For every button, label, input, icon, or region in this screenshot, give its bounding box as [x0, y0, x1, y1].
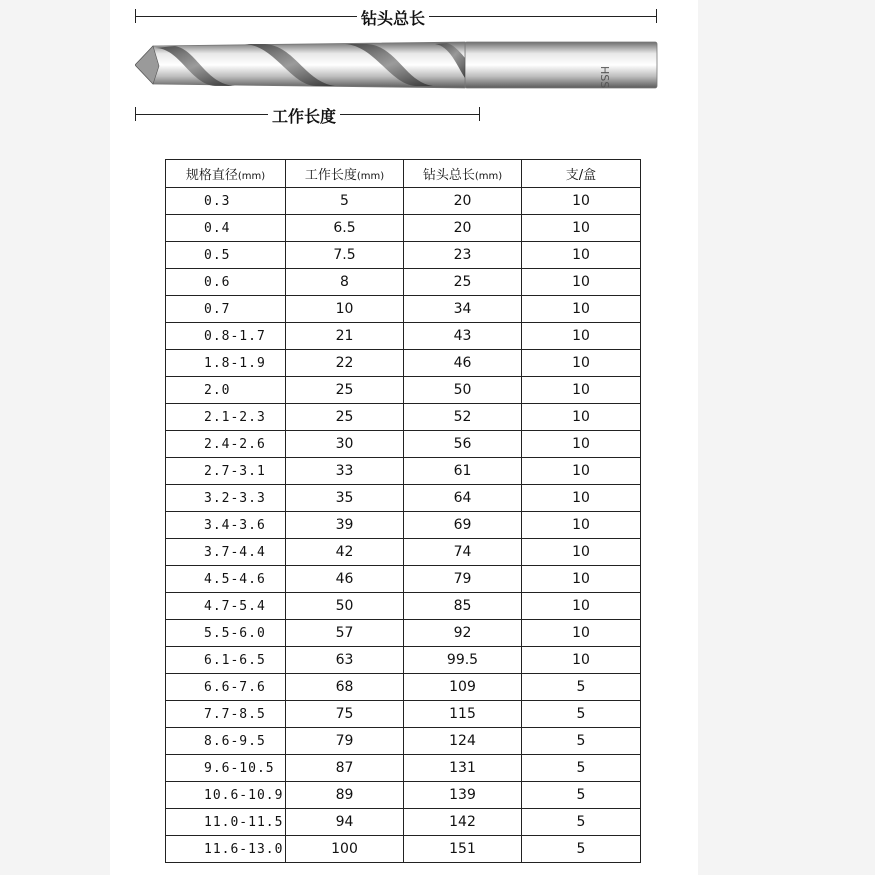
cell-pcs-per-box: 10 [522, 350, 641, 377]
cell-working-length: 6.5 [286, 215, 404, 242]
cell-diameter: 7.7-8.5 [166, 701, 286, 728]
cell-pcs-per-box: 10 [522, 647, 641, 674]
cell-total-length: 79 [404, 566, 522, 593]
cell-working-length: 30 [286, 431, 404, 458]
cell-total-length: 139 [404, 782, 522, 809]
cell-pcs-per-box: 10 [522, 404, 641, 431]
cell-total-length: 50 [404, 377, 522, 404]
table-row [166, 350, 641, 377]
cell-total-length: 34 [404, 296, 522, 323]
cell-pcs-per-box: 10 [522, 512, 641, 539]
table-row [166, 215, 641, 242]
cell-diameter: 0.3 [166, 188, 286, 215]
cell-pcs-per-box: 5 [522, 755, 641, 782]
cell-diameter: 2.0 [166, 377, 286, 404]
shank-marking: HSS [598, 66, 611, 89]
cell-pcs-per-box: 5 [522, 836, 641, 863]
cell-working-length: 42 [286, 539, 404, 566]
table-row [166, 377, 641, 404]
header-total-length: 钻头总长(mm) [404, 160, 522, 188]
cell-pcs-per-box: 10 [522, 215, 641, 242]
table-header-row [166, 160, 641, 188]
header-diameter: 规格直径(mm) [166, 160, 286, 188]
cell-total-length: 64 [404, 485, 522, 512]
cell-diameter: 0.8-1.7 [166, 323, 286, 350]
cell-diameter: 2.4-2.6 [166, 431, 286, 458]
cell-pcs-per-box: 5 [522, 782, 641, 809]
table-row [166, 485, 641, 512]
table-row [166, 701, 641, 728]
cell-total-length: 131 [404, 755, 522, 782]
cell-total-length: 20 [404, 188, 522, 215]
header-pcs-per-box: 支/盒 [522, 160, 641, 188]
cell-diameter: 1.8-1.9 [166, 350, 286, 377]
cell-diameter: 10.6-10.9 [166, 782, 286, 809]
cell-working-length: 68 [286, 674, 404, 701]
cell-diameter: 0.4 [166, 215, 286, 242]
table-row [166, 728, 641, 755]
total-length-label: 钻头总长 [357, 6, 429, 29]
cell-diameter: 3.7-4.4 [166, 539, 286, 566]
cell-pcs-per-box: 5 [522, 728, 641, 755]
cell-diameter: 2.1-2.3 [166, 404, 286, 431]
cell-pcs-per-box: 10 [522, 269, 641, 296]
cell-total-length: 85 [404, 593, 522, 620]
drill-spec-table [165, 159, 641, 863]
cell-total-length: 56 [404, 431, 522, 458]
header-working-length: 工作长度(mm) [286, 160, 404, 188]
cell-pcs-per-box: 5 [522, 701, 641, 728]
cell-pcs-per-box: 10 [522, 377, 641, 404]
cell-diameter: 0.6 [166, 269, 286, 296]
cell-diameter: 0.5 [166, 242, 286, 269]
cell-diameter: 9.6-10.5 [166, 755, 286, 782]
cell-diameter: 6.6-7.6 [166, 674, 286, 701]
cell-working-length: 46 [286, 566, 404, 593]
cell-diameter: 3.4-3.6 [166, 512, 286, 539]
table-row [166, 647, 641, 674]
cell-total-length: 124 [404, 728, 522, 755]
cell-pcs-per-box: 10 [522, 593, 641, 620]
cell-diameter: 5.5-6.0 [166, 620, 286, 647]
cell-working-length: 75 [286, 701, 404, 728]
table-row [166, 755, 641, 782]
table-row [166, 458, 641, 485]
table-row [166, 269, 641, 296]
cell-working-length: 33 [286, 458, 404, 485]
cell-total-length: 52 [404, 404, 522, 431]
cell-diameter: 8.6-9.5 [166, 728, 286, 755]
cell-working-length: 39 [286, 512, 404, 539]
table-row [166, 188, 641, 215]
table-row [166, 782, 641, 809]
cell-total-length: 109 [404, 674, 522, 701]
cell-working-length: 35 [286, 485, 404, 512]
table-row [166, 296, 641, 323]
cell-pcs-per-box: 10 [522, 620, 641, 647]
working-length-label: 工作长度 [268, 104, 340, 127]
table-row [166, 539, 641, 566]
cell-working-length: 22 [286, 350, 404, 377]
cell-pcs-per-box: 10 [522, 323, 641, 350]
cell-pcs-per-box: 10 [522, 431, 641, 458]
table-row [166, 620, 641, 647]
table-row [166, 512, 641, 539]
cell-pcs-per-box: 10 [522, 296, 641, 323]
cell-diameter: 4.5-4.6 [166, 566, 286, 593]
cell-total-length: 43 [404, 323, 522, 350]
cell-working-length: 25 [286, 404, 404, 431]
table-row [166, 566, 641, 593]
cell-working-length: 7.5 [286, 242, 404, 269]
cell-total-length: 74 [404, 539, 522, 566]
cell-pcs-per-box: 10 [522, 566, 641, 593]
cell-working-length: 10 [286, 296, 404, 323]
table-row [166, 809, 641, 836]
cell-total-length: 142 [404, 809, 522, 836]
cell-diameter: 6.1-6.5 [166, 647, 286, 674]
drill-bit-illustration [135, 36, 661, 94]
table-row [166, 593, 641, 620]
cell-diameter: 0.7 [166, 296, 286, 323]
cell-total-length: 151 [404, 836, 522, 863]
cell-pcs-per-box: 10 [522, 485, 641, 512]
table-body [166, 188, 641, 863]
cell-working-length: 57 [286, 620, 404, 647]
cell-pcs-per-box: 10 [522, 458, 641, 485]
table-row [166, 431, 641, 458]
table-row [166, 836, 641, 863]
table-row [166, 323, 641, 350]
cell-pcs-per-box: 10 [522, 242, 641, 269]
cell-pcs-per-box: 5 [522, 809, 641, 836]
table-row [166, 404, 641, 431]
table-row [166, 242, 641, 269]
cell-working-length: 100 [286, 836, 404, 863]
cell-total-length: 46 [404, 350, 522, 377]
cell-working-length: 5 [286, 188, 404, 215]
cell-total-length: 20 [404, 215, 522, 242]
cell-pcs-per-box: 10 [522, 188, 641, 215]
cell-pcs-per-box: 5 [522, 674, 641, 701]
cell-working-length: 79 [286, 728, 404, 755]
cell-working-length: 21 [286, 323, 404, 350]
cell-total-length: 69 [404, 512, 522, 539]
cell-diameter: 11.0-11.5 [166, 809, 286, 836]
cell-total-length: 99.5 [404, 647, 522, 674]
cell-total-length: 92 [404, 620, 522, 647]
cell-total-length: 25 [404, 269, 522, 296]
cell-working-length: 50 [286, 593, 404, 620]
cell-working-length: 87 [286, 755, 404, 782]
cell-working-length: 25 [286, 377, 404, 404]
cell-working-length: 89 [286, 782, 404, 809]
cell-total-length: 23 [404, 242, 522, 269]
cell-working-length: 8 [286, 269, 404, 296]
cell-total-length: 115 [404, 701, 522, 728]
cell-diameter: 2.7-3.1 [166, 458, 286, 485]
cell-diameter: 11.6-13.0 [166, 836, 286, 863]
cell-total-length: 61 [404, 458, 522, 485]
cell-working-length: 63 [286, 647, 404, 674]
table-row [166, 674, 641, 701]
cell-working-length: 94 [286, 809, 404, 836]
cell-diameter: 3.2-3.3 [166, 485, 286, 512]
cell-diameter: 4.7-5.4 [166, 593, 286, 620]
cell-pcs-per-box: 10 [522, 539, 641, 566]
